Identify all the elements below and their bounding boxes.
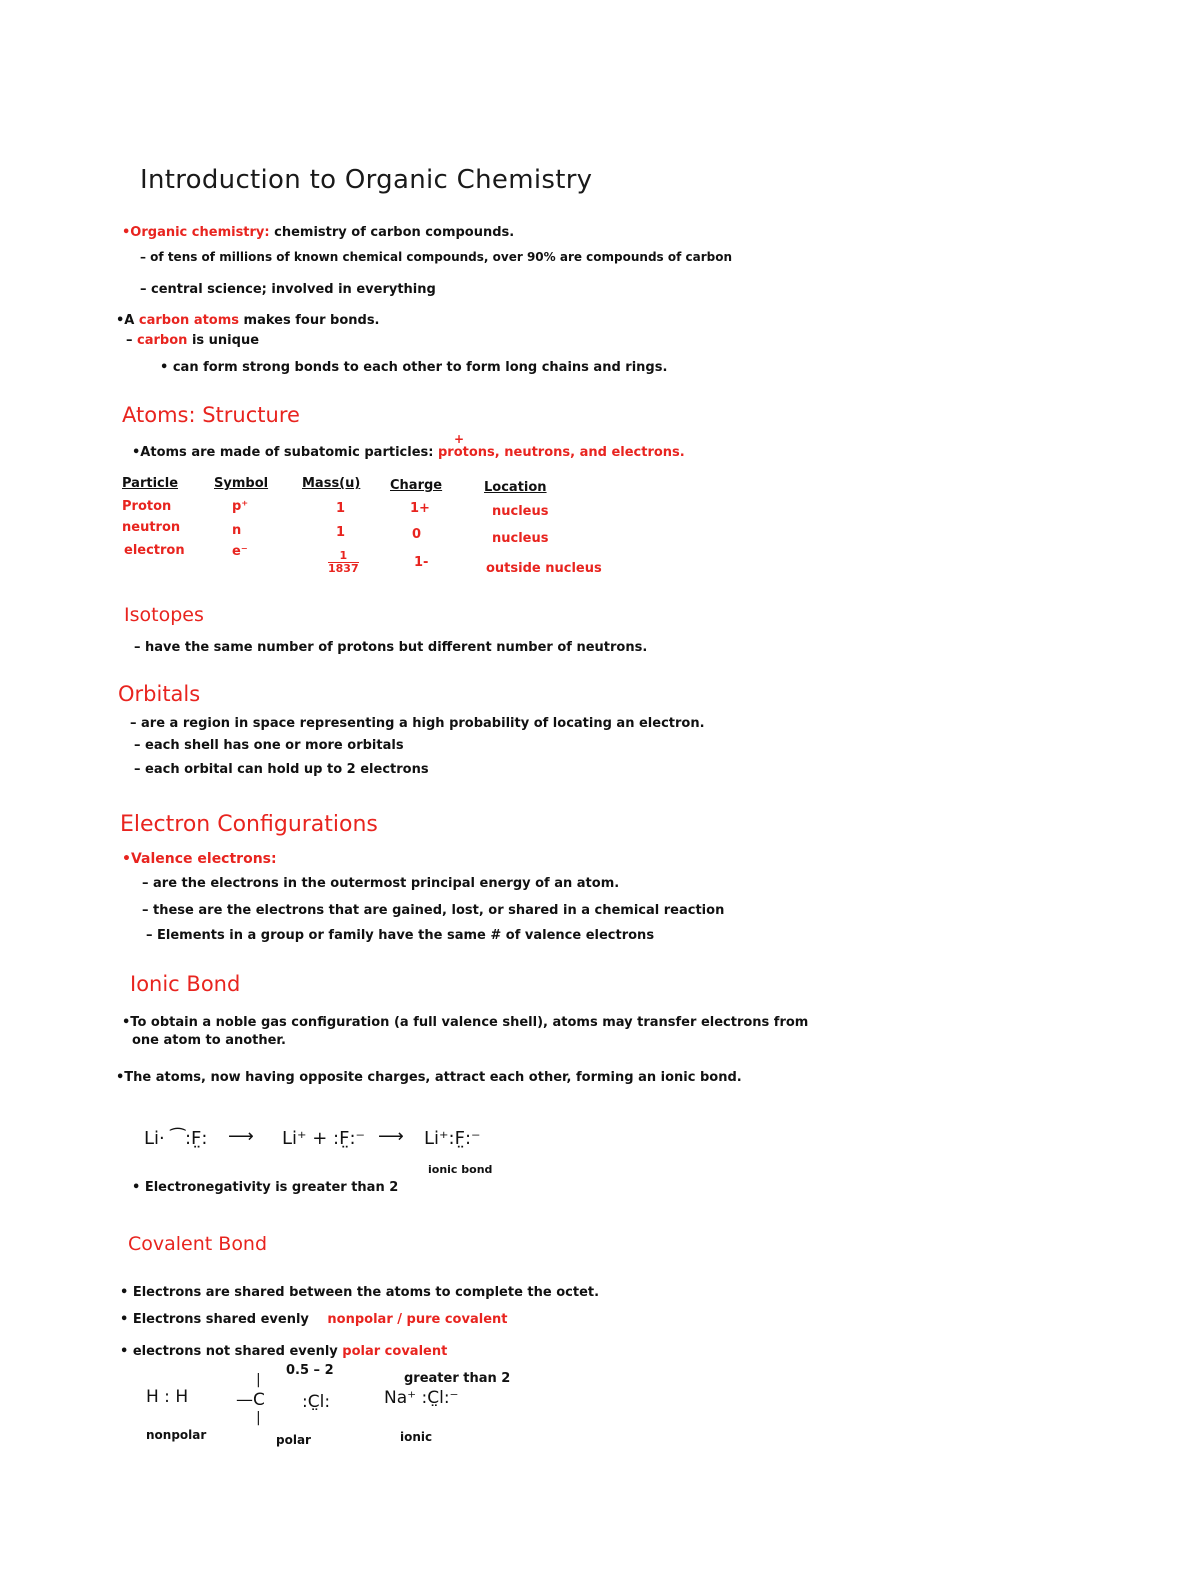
plus-mark: + [454, 432, 465, 446]
page-title: Introduction to Organic Chemistry [140, 165, 593, 195]
heading-isotopes: Isotopes [124, 604, 204, 626]
covalent-line-1: • Electrons are shared between the atoms to complete the octet. [120, 1285, 600, 1300]
ionic-eq-arrow-2: ⟶ [378, 1126, 404, 1147]
covalent-line-3-pre: • electrons not shared evenly [120, 1344, 338, 1359]
isotopes-line-1: – have the same number of protons but different number of neutrons. [134, 640, 648, 655]
intro-line-5 [126, 333, 259, 348]
valence-electrons-label: •Valence electrons: [122, 851, 277, 867]
orbitals-line-1: – are a region in space representing a high probability of locating an electron. [130, 716, 705, 731]
covalent-line-3 [120, 1344, 447, 1359]
intro-line-4 [116, 313, 380, 328]
polar-range: 0.5 – 2 [286, 1363, 334, 1378]
intro-line-5-pre: – [126, 333, 133, 348]
ionic-line-2: •The atoms, now having opposite charges, attract each other, forming an ionic bond. [116, 1070, 742, 1085]
table-cell-particle-2: electron [124, 543, 185, 558]
covalent-line-2-pre: • Electrons shared evenly [120, 1312, 309, 1327]
electron-config-line-3: – Elements in a group or family have the same # of valence electrons [146, 928, 655, 943]
intro-line-2: – of tens of millions of known chemical compounds, over 90% are compounds of carbon [140, 250, 733, 264]
intro-line-4-rest: makes four bonds. [243, 313, 380, 328]
example-ionic-label: ionic [400, 1430, 433, 1444]
example-c-bond-bottom: | [256, 1410, 261, 1426]
ionic-eq-left: Li· ⁀:F̤: [144, 1128, 208, 1149]
ionic-eq-arrow-1: ⟶ [228, 1126, 254, 1147]
atoms-intro-pre: •Atoms are made of subatomic particles: [132, 445, 434, 460]
atoms-intro [132, 445, 685, 460]
table-header-symbol: Symbol [214, 476, 269, 491]
orbitals-line-3: – each orbital can hold up to 2 electrons [134, 762, 429, 777]
ionic-eq-right: Li⁺:F̤:⁻ [424, 1128, 481, 1149]
mass-denominator: 1837 [328, 561, 359, 575]
electron-config-line-2: – these are the electrons that are gained, lost, or shared in a chemical reaction [142, 903, 725, 918]
example-h2-label: nonpolar [146, 1428, 207, 1442]
term-carbon-atoms: carbon atoms [138, 313, 240, 328]
example-c: —C [236, 1390, 265, 1410]
heading-electron-configurations: Electron Configurations [120, 812, 378, 837]
ionic-range: greater than 2 [404, 1371, 511, 1386]
ionic-line-1b: one atom to another. [132, 1033, 286, 1048]
atoms-intro-red: protons, neutrons, and electrons. [438, 445, 685, 460]
table-cell-symbol-2: e⁻ [232, 544, 248, 559]
table-header-charge: Charge [390, 478, 443, 493]
heading-ionic-bond: Ionic Bond [130, 972, 241, 996]
electron-config-line-1: – are the electrons in the outermost principal energy of an atom. [142, 876, 620, 891]
table-cell-location-2: outside nucleus [486, 561, 602, 576]
example-c-bond-top: | [256, 1372, 261, 1388]
ionic-line-1: •To obtain a noble gas configuration (a full valence shell), atoms may transfer electrons from [122, 1015, 809, 1030]
table-cell-mass-2 [328, 550, 359, 574]
heading-covalent-bond: Covalent Bond [128, 1233, 268, 1255]
covalent-polar-label: polar covalent [342, 1344, 448, 1359]
term-organic-chemistry: •Organic chemistry: [122, 225, 270, 240]
heading-atoms-structure: Atoms: Structure [122, 403, 300, 427]
table-header-particle: Particle [122, 476, 179, 491]
title-underline [140, 198, 505, 200]
covalent-nonpolar-label: nonpolar / pure covalent [327, 1312, 508, 1327]
covalent-line-2 [120, 1312, 507, 1327]
intro-line-6: • can form strong bonds to each other to form long chains and rings. [160, 360, 668, 375]
intro-line-1 [122, 225, 514, 240]
example-nacl: Na⁺ :C̤l:⁻ [384, 1388, 459, 1408]
table-cell-location-0: nucleus [492, 504, 549, 519]
example-cl: :C̤l: [302, 1392, 331, 1412]
intro-line-3: – central science; involved in everything [140, 282, 436, 297]
orbitals-line-2: – each shell has one or more orbitals [134, 738, 404, 753]
table-cell-symbol-1: n [232, 523, 242, 538]
ionic-note: • Electronegativity is greater than 2 [132, 1180, 399, 1195]
table-cell-charge-0: 1+ [410, 501, 430, 516]
table-cell-mass-1: 1 [336, 525, 346, 540]
table-header-mass: Mass(u) [302, 476, 361, 491]
intro-line-4-pre: •A [116, 313, 135, 328]
table-header-location: Location [484, 480, 547, 495]
table-cell-mass-0: 1 [336, 501, 346, 516]
intro-line-5-rest: is unique [191, 333, 260, 348]
table-cell-charge-2: 1- [414, 555, 429, 570]
example-h2: H : H [146, 1387, 189, 1407]
mass-numerator: 1 [328, 550, 359, 563]
heading-orbitals: Orbitals [118, 682, 201, 706]
ionic-eq-label: ionic bond [428, 1163, 493, 1176]
table-cell-charge-1: 0 [412, 527, 422, 542]
table-cell-particle-0: Proton [122, 499, 172, 514]
table-cell-symbol-0: p⁺ [232, 499, 249, 514]
intro-line-1-rest: chemistry of carbon compounds. [274, 225, 515, 240]
term-carbon: carbon [137, 333, 188, 348]
table-cell-particle-1: neutron [122, 520, 181, 535]
ionic-eq-mid: Li⁺ + :F̤:⁻ [282, 1128, 366, 1149]
example-polar-label: polar [276, 1433, 311, 1447]
table-cell-location-1: nucleus [492, 531, 549, 546]
